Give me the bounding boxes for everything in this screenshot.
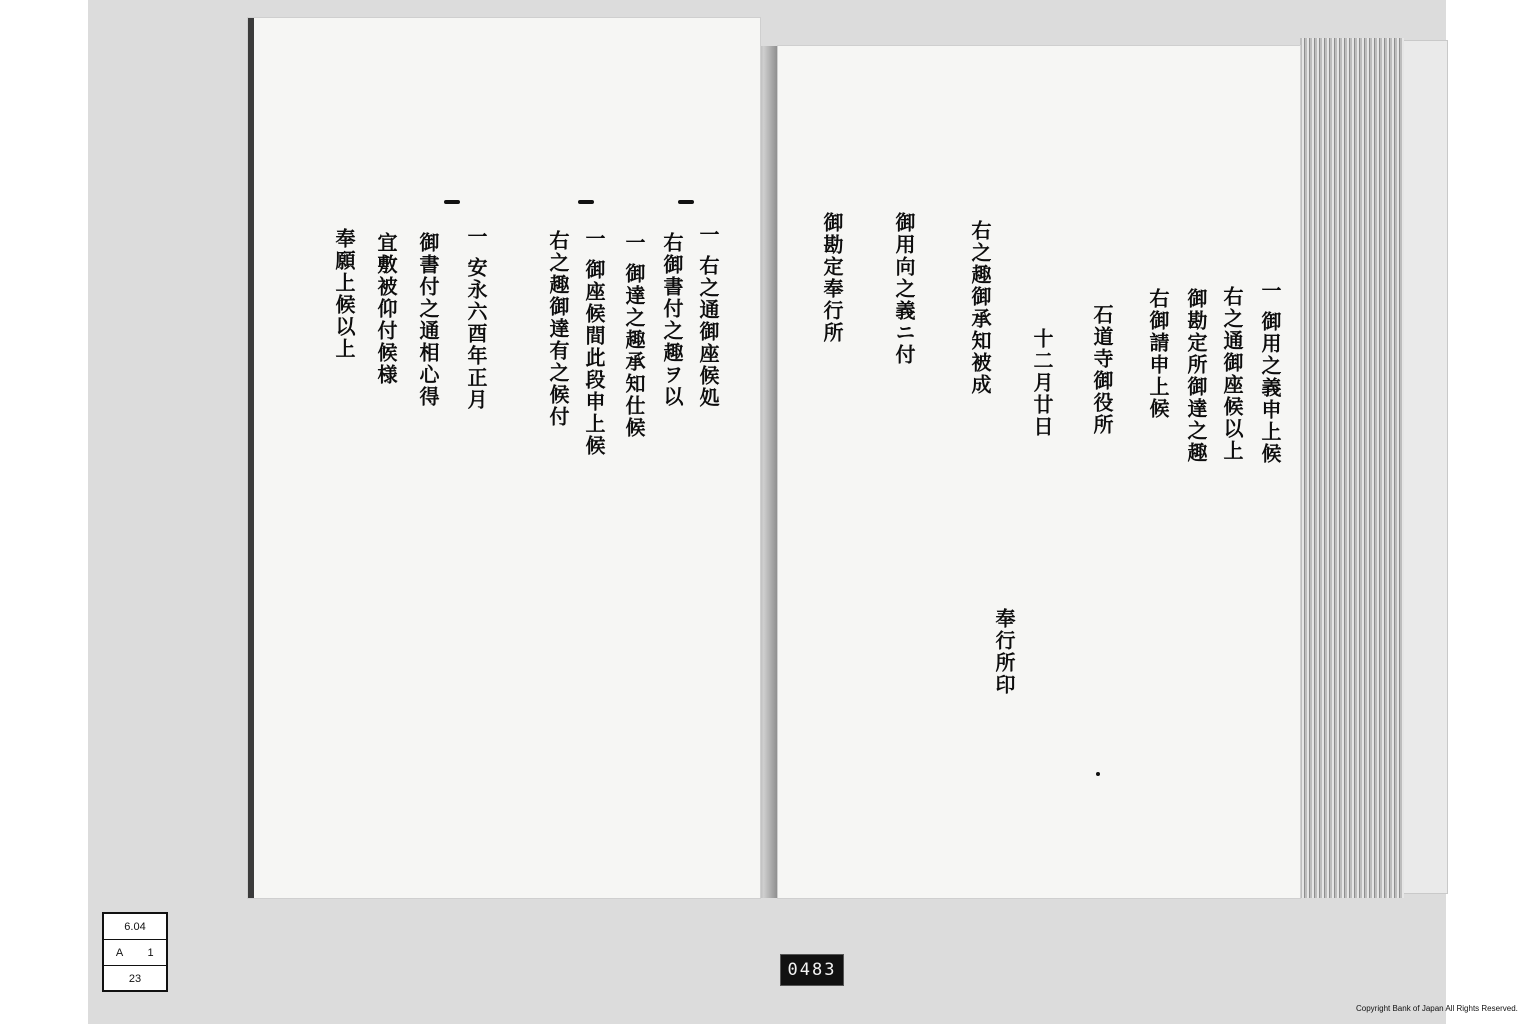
paragraph-mark [678, 200, 694, 204]
right-page [778, 46, 1300, 898]
paragraph-mark [578, 200, 594, 204]
manuscript-column: 一 安永六酉年正月 [464, 226, 488, 411]
manuscript-column: 御勘定所御達之趣 [1184, 288, 1208, 464]
catalog-label-row [104, 940, 166, 966]
manuscript-column: 奉願上候以上 [332, 228, 356, 360]
manuscript-column: 右御請申上候 [1146, 288, 1170, 420]
ink-dot [1096, 772, 1100, 776]
manuscript-column: 御用向之義ニ付 [892, 212, 916, 366]
manuscript-column: 右之趣御承知被成 [968, 220, 992, 396]
paragraph-mark [444, 200, 460, 204]
manuscript-column: 石道寺御役所 [1090, 304, 1114, 436]
catalog-label-row [104, 966, 166, 991]
manuscript-column: 一 御用之義申上候 [1258, 280, 1282, 465]
manuscript-column: 一 御座候間此段申上候 [582, 228, 606, 457]
scan-frame [88, 0, 1446, 1024]
manuscript-column: 一 御達之趣承知仕候 [622, 232, 646, 439]
manuscript-column: 右御書付之趣ヲ以 [660, 232, 684, 408]
manuscript-column: 右之通御座候以上 [1220, 286, 1244, 462]
catalog-series: A [115, 946, 124, 959]
catalog-item: 23 [128, 972, 142, 985]
catalog-code: 6.04 [124, 920, 146, 933]
catalog-volume: 1 [147, 946, 154, 959]
left-page [248, 18, 760, 898]
manuscript-column: 十二月廿日 [1030, 328, 1054, 438]
manuscript-column: 宜敷被仰付候様 [374, 232, 398, 386]
catalog-label [102, 912, 168, 992]
copyright-notice: Copyright Bank of Japan All Rights Reserved. [1356, 1004, 1518, 1013]
frame-number: 0483 [780, 954, 844, 986]
catalog-label-row [104, 914, 166, 940]
manuscript-column: 御勘定奉行所 [820, 212, 844, 344]
manuscript-column: 一 右之通御座候処 [696, 224, 720, 409]
signature-seal: 奉行所印 [992, 608, 1016, 696]
manuscript-column: 御書付之通相心得 [416, 232, 440, 408]
manuscript-column: 右之趣御達有之候付 [546, 230, 570, 428]
page-edge-stack [1300, 38, 1404, 898]
